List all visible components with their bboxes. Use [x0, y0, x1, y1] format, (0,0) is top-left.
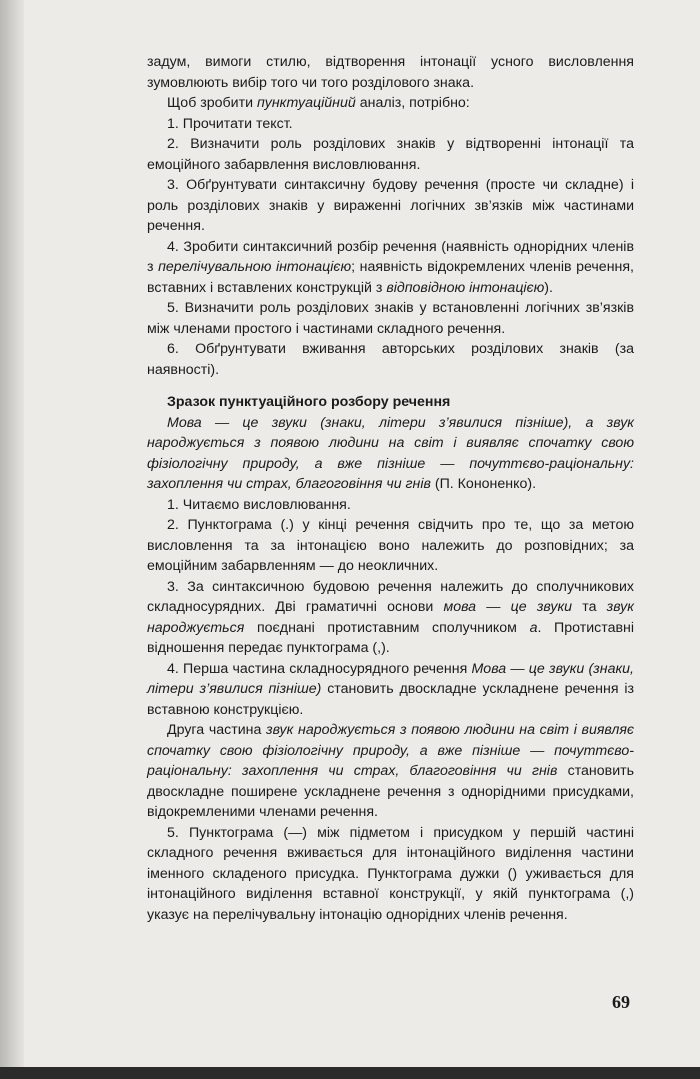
italic-run: звук народжується з появою людини на світ і виявляє спочатку свою фізіологічну природу, а вже пізніше — почуттєво-раціональну: захоплення чи страх, благоговіння чи гнів — [147, 722, 634, 779]
text-run: поєднані протиставним сполучником — [244, 619, 530, 636]
step-6: 6. Обґрунтувати вживання авторських розділових знаків (за наявності). — [147, 341, 634, 378]
italic-run: звук народжується — [147, 599, 634, 636]
text-run: ). — [544, 279, 553, 296]
text-run: Щоб зробити — [167, 95, 257, 111]
italic-run: перелічувальною інтонацією — [158, 259, 352, 275]
section-heading: Зразок пунктуаційного розбору речення — [167, 394, 451, 410]
text-run: та — [572, 599, 607, 615]
italic-run: Мова — це звуки (знаки, літери з’явилися пізніше) — [147, 660, 634, 697]
text-run: 4. Зробити синтаксичний розбір речення (наявність однорідних членів з — [147, 238, 634, 275]
text-run: 4. Перша частина складносурядного речення — [167, 660, 472, 677]
step-5: 5. Визначити роль розділових знаків у встановленні логічних зв’язків між членами простого і частинами складного речення. — [147, 300, 634, 337]
example-quote — [147, 413, 634, 495]
scan-bottom-edge — [0, 1067, 700, 1079]
step-3: 3. Обґрунтувати синтаксичну будову речення (просте чи складне) і роль розділових знаків у вираженні логічних зв’язків між частинами речення. — [147, 177, 634, 234]
text-run: становить двоскладне поширене ускладнене речення з однорідними присудками, відокремленими членами речення. — [147, 763, 635, 820]
analysis-1: 1. Читаємо висловлювання. — [167, 496, 351, 513]
analysis-2: 2. Пунктограма (.) у кінці речення свідчить про те, що за метою висловлення та за інтонацією воно належить до розповідних; за емоційним забарвленням — до неокличних. — [147, 517, 634, 574]
italic-run: пунктуаційний — [256, 95, 356, 111]
analysis-3 — [147, 577, 634, 659]
text-run: аналіз, потрібно: — [355, 95, 470, 111]
italic-run: мова — це звуки — [443, 599, 573, 615]
text-run: становить двоскладне ускладнене речення із вставною конструкцією. — [147, 681, 634, 718]
page-number: 69 — [612, 992, 630, 1012]
italic-run: а — [529, 619, 538, 636]
analysis-5: 5. Пунктограма (—) між підметом і присудком у першій частині складного речення вживається для інтонаційного виділення частини іменного складеного присудка. Пунктограма дужки () уживається для інтонаційного виділення вставної конструкції, у якій пунктограма (,) указує на перелічувальну інтонацію однорідних членів речення. — [147, 824, 634, 923]
analysis-4-second-part — [147, 720, 634, 823]
text-run: ; наявність відокремлених членів речення, вставних і вставлених конструкцій з — [147, 259, 634, 296]
step-2: 2. Визначити роль розділових знаків у відтворенні інтонації та емоційного забарвлення висловлювання. — [147, 136, 634, 173]
text-run: Друга частина — [167, 722, 267, 738]
text-run: . Протиставні відношення передає пунктограма (,). — [147, 619, 634, 656]
analysis-4 — [147, 659, 634, 721]
text-run: (П. Кононенко). — [430, 476, 537, 492]
paragraph-how-to — [147, 93, 634, 114]
italic-run: відповідною інтонацією — [386, 279, 545, 296]
page-edge-shadow — [0, 0, 24, 1079]
paragraph-intro: задум, вимоги стилю, відтворення інтонації усного висловлення зумовлюють вибір того чи того розділового знака. — [147, 54, 634, 91]
text-run: 3. За синтаксичною будовою речення належить до сполучникових складносурядних. Дві граматичні основи — [147, 578, 634, 615]
page-text — [147, 52, 634, 925]
italic-run: Мова — це звуки (знаки, літери з’явилися пізніше), а звук народжується з появою людини на світ і виявляє спочатку свою фізіологічну природу, а вже пізніше — почуттєво-раціональну: захоплення чи страх, благоговіння чи гнів — [147, 414, 634, 492]
step-1: 1. Прочитати текст. — [167, 115, 293, 132]
step-4 — [147, 237, 634, 299]
